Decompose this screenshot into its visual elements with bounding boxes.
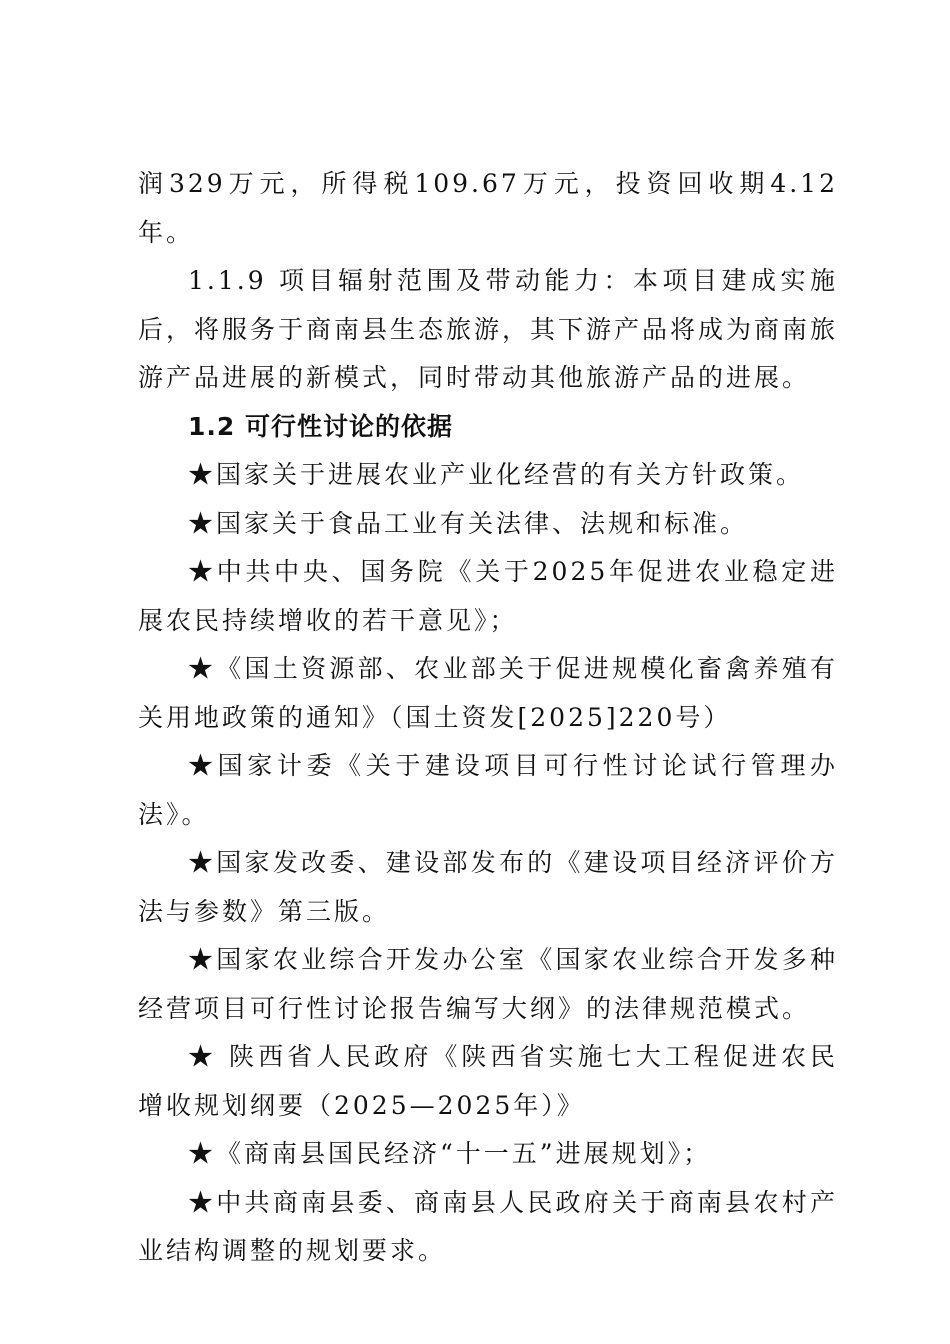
list-item-basis: ★中共中央、国务院《关于2025年促进农业稳定进展农民持续增收的若干意见》； — [138, 557, 838, 635]
list-item-basis: ★国家关于进展农业产业化经营的有关方针政策。 — [188, 460, 805, 489]
paragraph-profit-tax-payback: 润329万元，所得税109.67万元，投资回收期4.12年。 — [138, 169, 838, 247]
list-item-basis: ★《国土资源部、农业部关于促进规模化畜禽养殖有关用地政策的通知》（国土资发[2025]220号） — [138, 654, 838, 732]
list-item-basis: ★ 陕西省人民政府《陕西省实施七大工程促进农民增收规划纲要（2025—2025年）》 — [138, 1042, 838, 1120]
section-heading-1-2: 1.2 可行性讨论的依据 — [188, 411, 453, 441]
document-body — [138, 160, 838, 1276]
list-item-basis: ★国家发改委、建设部发布的《建设项目经济评价方法与参数》第三版。 — [138, 848, 838, 926]
list-item-basis: ★国家农业综合开发办公室《国家农业综合开发多种经营项目可行性讨论报告编写大纲》的法律规范模式。 — [138, 945, 838, 1023]
list-item-basis: ★《商南县国民经济“十一五”进展规划》； — [188, 1139, 712, 1168]
list-item-basis: ★中共商南县委、商南县人民政府关于商南县农村产业结构调整的规划要求。 — [138, 1187, 838, 1265]
list-item-basis: ★国家关于食品工业有关法律、法规和标准。 — [188, 508, 749, 538]
paragraph-radiation-scope: 1.1.9 项目辐射范围及带动能力：本项目建成实施后，将服务于商南县生态旅游，其下游产品将成为商南旅游产品进展的新模式，同时带动其他旅游产品的进展。 — [138, 266, 839, 392]
list-item-basis: ★国家计委《关于建设项目可行性讨论试行管理办法》。 — [138, 751, 838, 829]
